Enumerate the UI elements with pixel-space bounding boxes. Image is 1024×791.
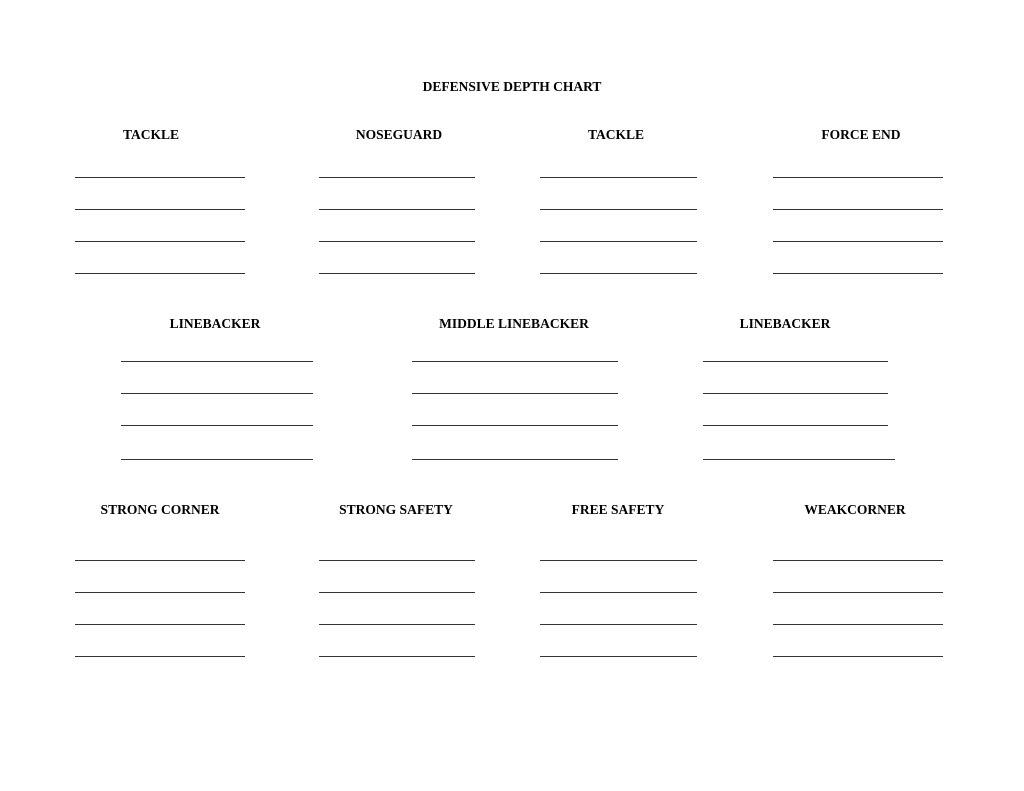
- depth-slot-blank: [412, 425, 618, 426]
- depth-slot-blank: [75, 624, 245, 625]
- depth-slot-blank: [319, 241, 475, 242]
- position-label: MIDDLE LINEBACKER: [439, 316, 589, 331]
- position-label: NOSEGUARD: [355, 127, 443, 142]
- depth-slot-blank: [75, 592, 245, 593]
- depth-slot-blank: [121, 393, 313, 394]
- position-label: WEAKCORNER: [804, 502, 906, 517]
- depth-slot-blank: [773, 241, 943, 242]
- depth-slot-blank: [773, 177, 943, 178]
- position-label: STRONG SAFETY: [339, 502, 453, 517]
- depth-slot-blank: [75, 209, 245, 210]
- page-title: DEFENSIVE DEPTH CHART: [422, 79, 602, 94]
- depth-slot-blank: [75, 177, 245, 178]
- depth-slot-blank: [75, 656, 245, 657]
- depth-slot-blank: [121, 425, 313, 426]
- depth-slot-blank: [703, 425, 888, 426]
- depth-slot-blank: [412, 393, 618, 394]
- depth-slot-blank: [540, 241, 697, 242]
- depth-slot-blank: [319, 209, 475, 210]
- depth-slot-blank: [540, 560, 697, 561]
- depth-slot-blank: [540, 273, 697, 274]
- depth-slot-blank: [319, 624, 475, 625]
- depth-slot-blank: [540, 209, 697, 210]
- position-label: TACKLE: [587, 127, 645, 142]
- position-label: FREE SAFETY: [571, 502, 665, 517]
- depth-slot-blank: [773, 624, 943, 625]
- depth-slot-blank: [412, 361, 618, 362]
- depth-slot-blank: [540, 624, 697, 625]
- depth-slot-blank: [773, 273, 943, 274]
- depth-slot-blank: [703, 459, 895, 460]
- depth-slot-blank: [75, 273, 245, 274]
- depth-slot-blank: [540, 592, 697, 593]
- depth-slot-blank: [703, 393, 888, 394]
- depth-slot-blank: [121, 361, 313, 362]
- depth-slot-blank: [121, 459, 313, 460]
- depth-slot-blank: [773, 209, 943, 210]
- depth-slot-blank: [773, 592, 943, 593]
- depth-slot-blank: [773, 560, 943, 561]
- depth-slot-blank: [319, 560, 475, 561]
- depth-slot-blank: [540, 177, 697, 178]
- depth-slot-blank: [540, 656, 697, 657]
- depth-slot-blank: [75, 560, 245, 561]
- depth-slot-blank: [773, 656, 943, 657]
- depth-slot-blank: [319, 273, 475, 274]
- position-label: LINEBACKER: [739, 316, 831, 331]
- position-label: FORCE END: [821, 127, 901, 142]
- depth-slot-blank: [319, 177, 475, 178]
- depth-slot-blank: [412, 459, 618, 460]
- position-label: STRONG CORNER: [100, 502, 220, 517]
- depth-slot-blank: [319, 656, 475, 657]
- depth-slot-blank: [75, 241, 245, 242]
- position-label: LINEBACKER: [169, 316, 261, 331]
- depth-slot-blank: [319, 592, 475, 593]
- depth-slot-blank: [703, 361, 888, 362]
- position-label: TACKLE: [122, 127, 180, 142]
